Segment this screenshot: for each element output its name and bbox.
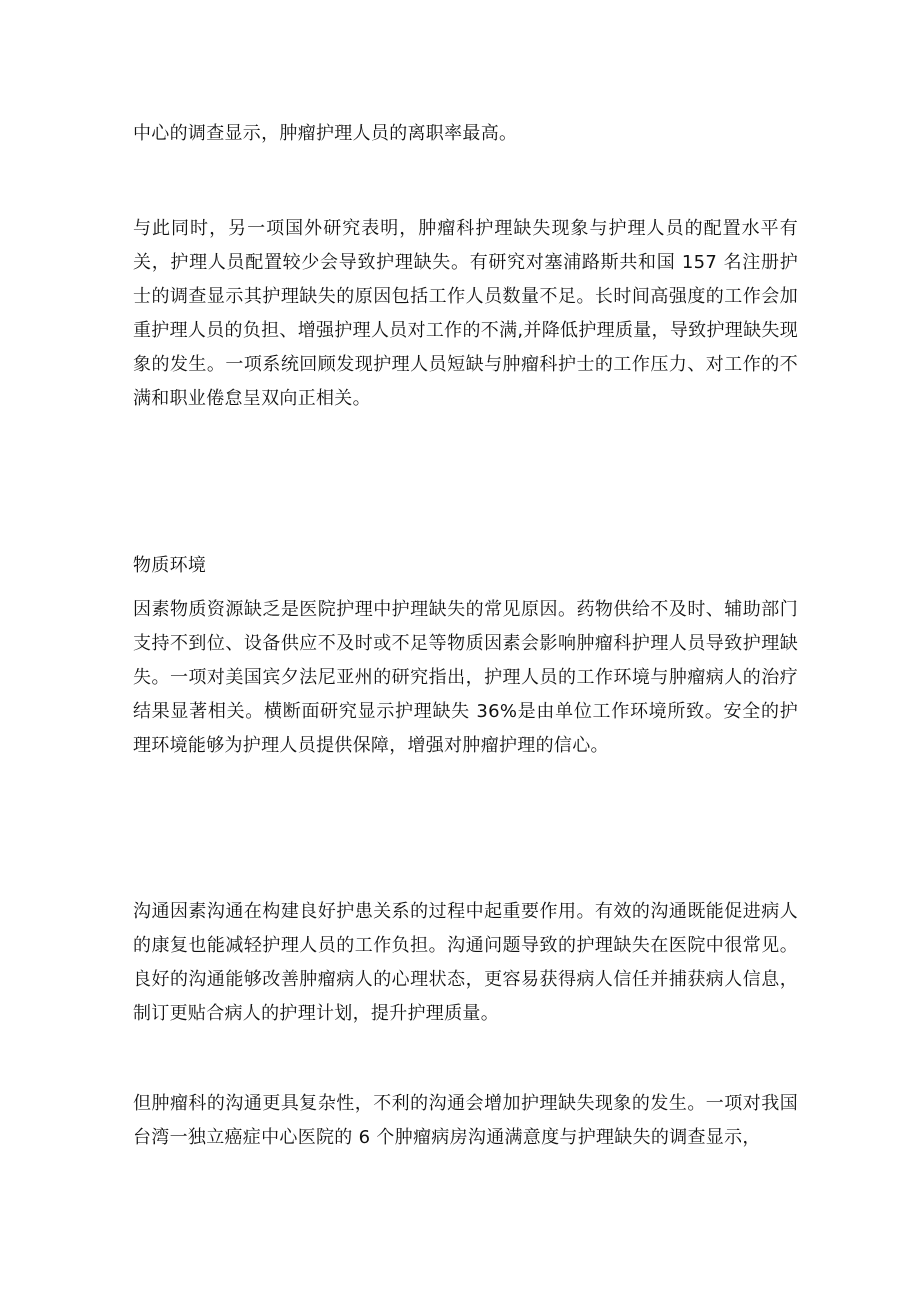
paragraph-communication-factors: 沟通因素沟通在构建良好护患关系的过程中起重要作用。有效的沟通既能促进病人的康复也能减轻护理人员的工作负担。沟通问题导致的护理缺失在医院中很常见。良好的沟通能够改善肿瘤病人的心理状态，更容易获得病人信任并捕获病人信息，制订更贴合病人的护理计划，提升护理质量。 — [133, 901, 798, 1024]
section-heading-physical-environment: 物质环境 — [133, 555, 207, 576]
paragraph-physical-resources: 因素物质资源缺乏是医院护理中护理缺失的常见原因。药物供给不及时、辅助部门支持不到位、设备供应不及时或不足等物质因素会影响肿瘤科护理人员导致护理缺失。一项对美国宾夕法尼亚州的研究指出，护理人员的工作环境与肿瘤病人的治疗结果显著相关。横断面研究显示护理缺失 36%是由单位工作环境所致。安全的护理环境能够为护理人员提供保障，增强对肿瘤护理的信心。 — [133, 599, 798, 756]
paragraph-oncology-communication: 但肿瘤科的沟通更具复杂性，不利的沟通会增加护理缺失现象的发生。一项对我国台湾一独立癌症中心医院的 6 个肿瘤病房沟通满意度与护理缺失的调查显示， — [133, 1093, 798, 1148]
paragraph-staffing-level: 与此同时，另一项国外研究表明，肿瘤科护理缺失现象与护理人员的配置水平有关，护理人员配置较少会导致护理缺失。有研究对塞浦路斯共和国 157 名注册护士的调查显示其护理缺失的原因包括工作人员数量不足。长时间高强度的工作会加重护理人员的负担、增强护理人员对工作的不满,并降低护理质量，导致护理缺失现象的发生。一项系统回顾发现护理人员短缺与肿瘤科护士的工作压力、对工作的不满和职业倦怠呈双向正相关。 — [133, 218, 798, 409]
paragraph-turnover-rate: 中心的调查显示，肿瘤护理人员的离职率最高。 — [133, 123, 518, 144]
